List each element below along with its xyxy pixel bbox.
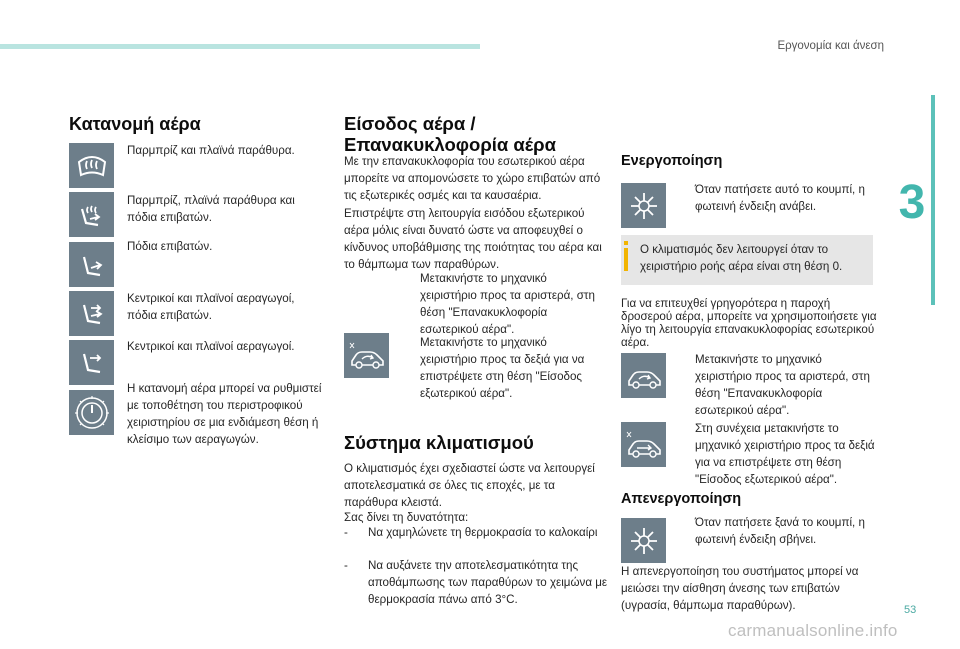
- intake-title: [344, 113, 556, 155]
- header-accent-bar: [0, 44, 480, 49]
- recirculation-icon: [344, 333, 389, 378]
- ac-snowflake-icon: [621, 518, 666, 563]
- intake-title-line2: Επανακυκλοφορία αέρα: [344, 134, 556, 155]
- intake-paragraph: Με την επανακυκλοφορία του εσωτερικού αέρα μπορείτε να απομονώσετε το χώρο επιβατών από τις εξωτερικές οσμές και τα καυσαέρια.: [344, 155, 601, 202]
- distribution-dial-icon: [69, 390, 114, 435]
- deactivation-paragraph: Η απενεργοποίηση του συστήματος μπορεί να μειώσει την αίσθηση άνεσης των επιβατών (υγρασία, θάμπωμα παραθύρων).: [621, 565, 859, 612]
- ac-snowflake-icon: [621, 183, 666, 228]
- intake-bullet-text: Μετακινήστε το μηχανικό χειριστήριο προς τα αριστερά, στη θέση "Επανακυκλοφορία εσωτερικού αέρα".: [420, 272, 595, 336]
- activation-bullet-text: Μετακινήστε το μηχανικό χειριστήριο προς τα αριστερά, στη θέση "Επανακυκλοφορία εσωτερικού αέρα".: [695, 353, 870, 417]
- intake-paragraph: Επιστρέψτε στη λειτουργία εισόδου εξωτερικού αέρα μόλις είναι δυνατό ώστε να αποφευχθεί ο κίνδυνος υποβάθμισης της ποιότητας του αέρα και το θάμπωμα των παραθύρων.: [344, 207, 602, 271]
- chapter-title: Εργονομία και άνεση: [777, 40, 884, 52]
- system-paragraph: Ο κλιματισμός έχει σχεδιαστεί ώστε να λειτουργεί αποτελεσματικά σε όλες τις εποχές, με τα παράθυρα κλειστά.: [344, 462, 595, 509]
- distribution-dial-text: Η κατανομή αέρα μπορεί να ρυθμιστεί με τοποθέτηση του περιστροφικού χειριστηρίου σε μια ενδιάμεση θέση ή κλείσιμο των αεραγωγών.: [127, 382, 322, 446]
- outside-air-icon: [621, 422, 666, 467]
- distribution-item-text: Κεντρικοί και πλαϊνοί αεραγωγοί, πόδια επιβατών.: [127, 292, 295, 322]
- activation-bullet-text: Στη συνέχεια μετακινήστε το μηχανικό χειριστήριο προς τα δεξιά για να επιστρέψετε στη θέση "Είσοδος εξωτερικού αέρα".: [695, 422, 875, 486]
- intake-title-line1: Είσοδος αέρα /: [344, 113, 476, 134]
- chapter-number: 3: [898, 176, 926, 229]
- recirculation-icon: [621, 353, 666, 398]
- activation-bullet-text: Όταν πατήσετε αυτό το κουμπί, η φωτεινή ένδειξη ανάβει.: [695, 183, 865, 213]
- list-item: - Να αυξάνετε την αποτελεσματικότητα της αποθάμπωσης των παραθύρων το χειμώνα με θερμοκρασία πάνω από 3°C.: [344, 559, 608, 606]
- watermark: carmanualsonline.info: [728, 621, 898, 640]
- distribution-item-text: Πόδια επιβατών.: [127, 240, 213, 253]
- page-number: 53: [904, 604, 917, 616]
- windscreen-footwell-icon: [69, 192, 114, 237]
- distribution-item-text: Παρμπρίζ, πλαϊνά παράθυρα και πόδια επιβατών.: [127, 194, 295, 224]
- distribution-item-text: Παρμπρίζ και πλαϊνά παράθυρα.: [127, 144, 295, 157]
- vents-footwell-icon: [69, 291, 114, 336]
- list-item: - Να χαμηλώνετε τη θερμοκρασία το καλοκαίρι: [344, 526, 598, 539]
- intake-bullet-text: Μετακινήστε το μηχανικό χειριστήριο προς τα δεξιά για να επιστρέψετε στη θέση "Είσοδος εξωτερικού αέρα".: [420, 336, 585, 400]
- chapter-tab-rule: [931, 95, 935, 305]
- windscreen-demist-icon: [69, 143, 114, 188]
- system-lead: Σας δίνει τη δυνατότητα:: [344, 511, 469, 524]
- distribution-title: Κατανομή αέρα: [69, 114, 201, 134]
- footwell-icon: [69, 242, 114, 287]
- activation-title: Ενεργοποίηση: [621, 153, 723, 169]
- system-title: Σύστημα κλιματισμού: [344, 432, 534, 453]
- info-icon: [624, 241, 628, 271]
- deactivation-title: Απενεργοποίηση: [621, 491, 742, 507]
- info-text: Ο κλιματισμός δεν λειτουργεί όταν το χειριστήριο ροής αέρα είναι στη θέση 0.: [640, 243, 843, 273]
- vents-icon: [69, 340, 114, 385]
- deactivation-bullet-text: Όταν πατήσετε ξανά το κουμπί, η φωτεινή ένδειξη σβήνει.: [695, 516, 865, 546]
- activation-paragraph: Για να επιτευχθεί γρηγορότερα η παροχή δροσερού αέρα, μπορείτε να χρησιμοποιήσετε για λίγο τη λειτουργία επανακυκλοφορίας εσωτερικού αέρα.: [621, 297, 877, 349]
- distribution-item-text: Κεντρικοί και πλαϊνοί αεραγωγοί.: [127, 340, 295, 353]
